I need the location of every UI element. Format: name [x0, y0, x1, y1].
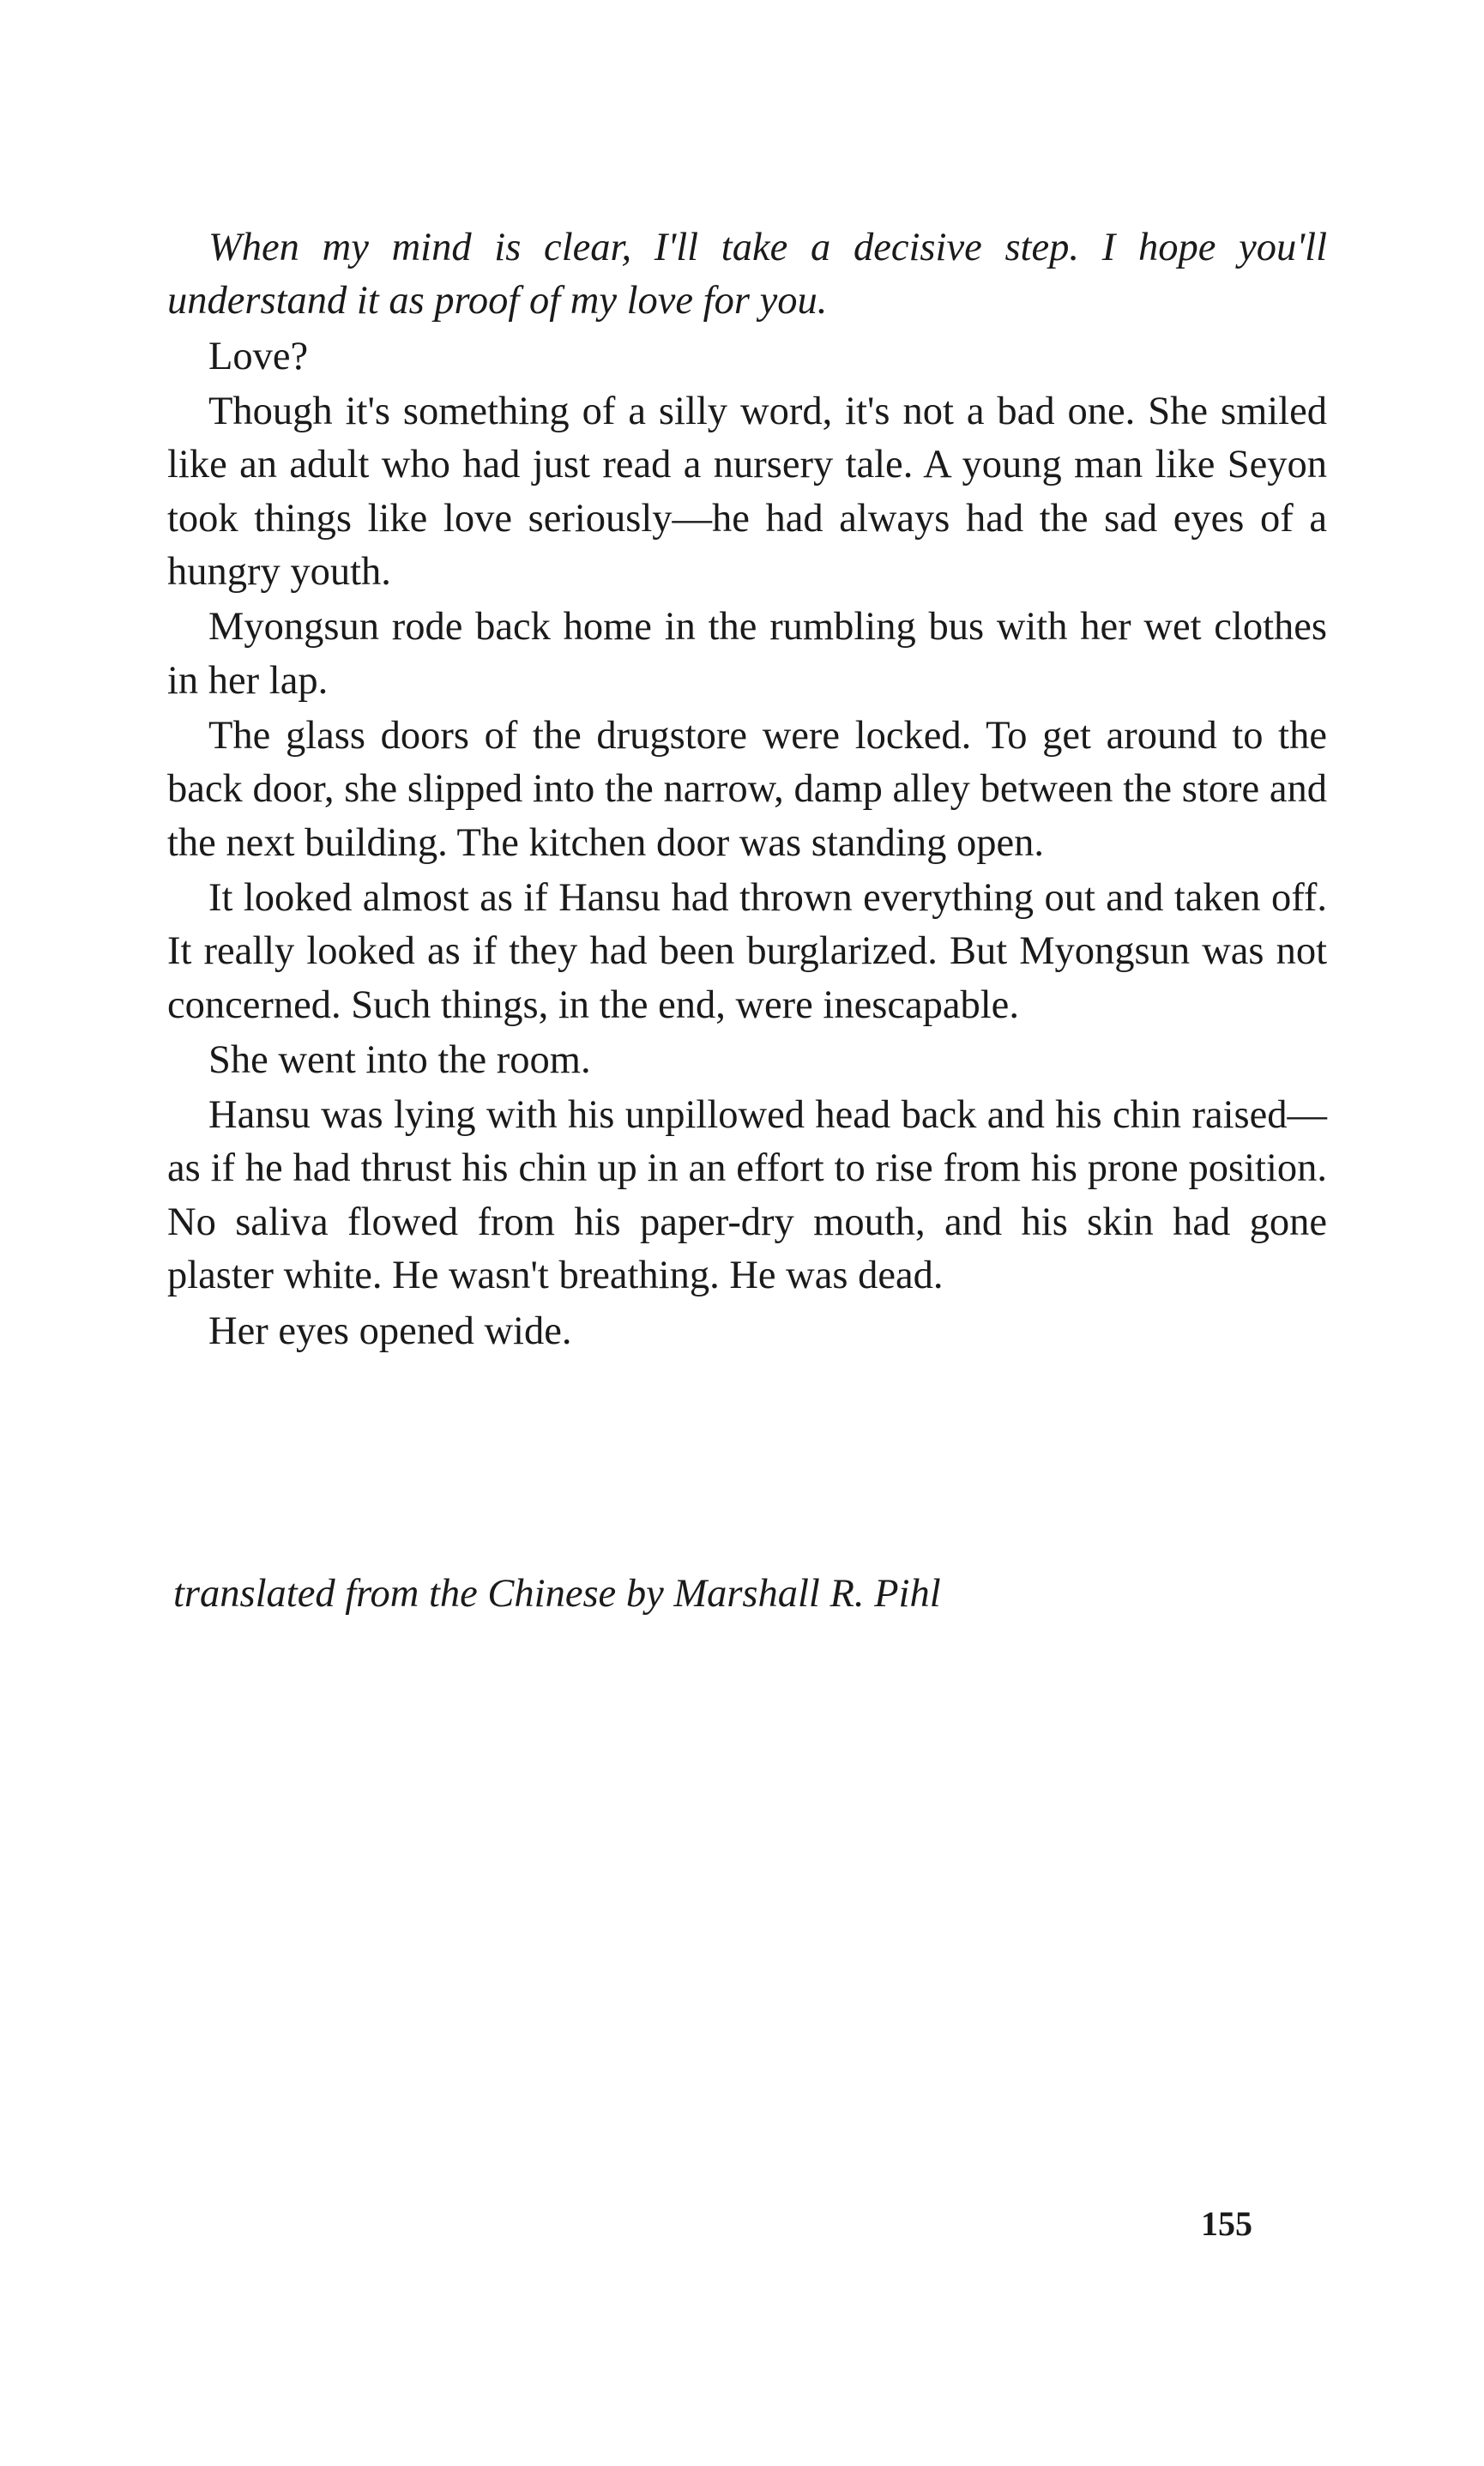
- paragraph-hansu-dead: Hansu was lying with his unpillowed head back and his chin raised—as if he had thrust his chin up in an effort to rise from his prone position. No saliva flowed from his paper-dry mouth, and his skin had gone plaster white. He wasn't breathing. He was dead.: [167, 1093, 1327, 1298]
- paragraph-bus-ride: Myongsun rode back home in the rumbling bus with her wet clothes in her lap.: [167, 605, 1327, 703]
- paragraph-silly-word: Though it's something of a silly word, it's not a bad one. She smiled like an adult who had just read a nursery tale. A young man like Seyon took things like love seriously—he had always had the sad eyes of a hungry youth.: [167, 389, 1327, 595]
- paragraph-love: Love?: [208, 334, 309, 378]
- paragraph-into-room: She went into the room.: [208, 1037, 591, 1082]
- paragraph-eyes-opened: Her eyes opened wide.: [208, 1309, 572, 1353]
- italic-letter-paragraph: When my mind is clear, I'll take a decisive step. I hope you'll understand it as proof of my love for you.: [167, 226, 1327, 323]
- page-number: 155: [1201, 2204, 1252, 2243]
- paragraph-drugstore: The glass doors of the drugstore were locked. To get around to the back door, she slipped into the narrow, damp alley between the store and the next building. The kitchen door was standing open.: [167, 713, 1327, 865]
- paragraph-burglarized: It looked almost as if Hansu had thrown everything out and taken off. It really looked as if they had been burglarized. But Myongsun was not concerned. Such things, in the end, were inescapable.: [167, 875, 1327, 1027]
- page-body: [167, 221, 1327, 1360]
- translator-credit: translated from the Chinese by Marshall R. Pihl: [173, 1572, 941, 1616]
